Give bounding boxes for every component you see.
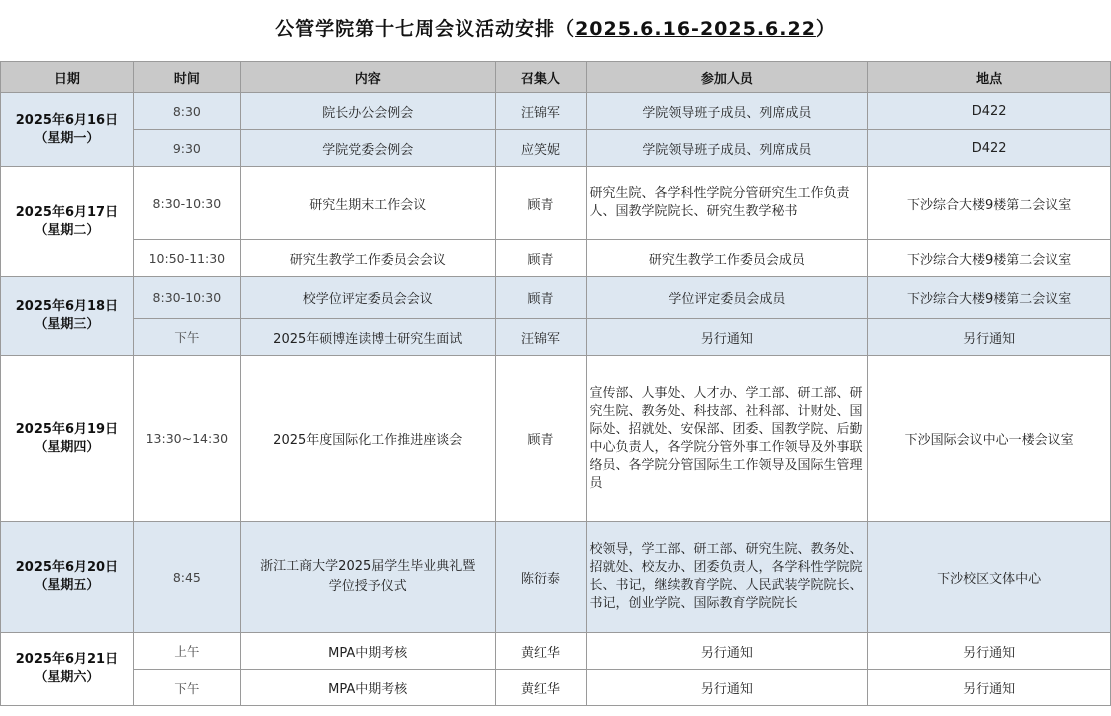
content-cell: MPA中期考核 xyxy=(240,633,495,670)
content-cell: 院长办公会例会 xyxy=(240,93,495,130)
convener-cell: 顾青 xyxy=(495,240,586,277)
attendees-cell: 另行通知 xyxy=(586,670,868,706)
convener-cell: 顾青 xyxy=(495,356,586,522)
table-row xyxy=(1,522,1111,633)
location-cell: 下沙综合大楼9楼第二会议室 xyxy=(868,167,1111,240)
table-row xyxy=(1,130,1111,167)
schedule-table xyxy=(0,61,1111,706)
content-cell: 2025年度国际化工作推进座谈会 xyxy=(240,356,495,522)
location-cell: 另行通知 xyxy=(868,319,1111,356)
date-cell xyxy=(1,167,134,277)
time-cell: 13:30~14:30 xyxy=(133,356,240,522)
date-cell xyxy=(1,633,134,706)
table-row xyxy=(1,633,1111,670)
table-row xyxy=(1,93,1111,130)
convener-cell: 汪锦军 xyxy=(495,93,586,130)
date-text: 2025年6月17日 xyxy=(15,204,119,220)
header-content: 内容 xyxy=(240,62,495,93)
table-row xyxy=(1,277,1111,319)
weekday-text: （星期一） xyxy=(34,130,100,146)
convener-cell: 黄红华 xyxy=(495,633,586,670)
table-row xyxy=(1,319,1111,356)
weekday-text: （星期二） xyxy=(34,222,100,238)
header-location: 地点 xyxy=(868,62,1111,93)
title-date-range: 2025.6.16-2025.6.22 xyxy=(575,18,816,40)
date-text: 2025年6月21日 xyxy=(15,652,119,667)
header-time: 时间 xyxy=(133,62,240,93)
time-cell: 8:30-10:30 xyxy=(133,277,240,319)
content-cell: 研究生教学工作委员会会议 xyxy=(240,240,495,277)
date-text: 2025年6月16日 xyxy=(15,112,119,128)
convener-cell: 汪锦军 xyxy=(495,319,586,356)
table-row xyxy=(1,240,1111,277)
time-cell: 9:30 xyxy=(133,130,240,167)
weekday-text: （星期三） xyxy=(34,317,100,332)
table-row xyxy=(1,356,1111,522)
date-text: 2025年6月18日 xyxy=(15,299,119,314)
attendees-cell: 学位评定委员会成员 xyxy=(586,277,868,319)
convener-cell: 顾青 xyxy=(495,277,586,319)
weekday-text: （星期六） xyxy=(34,670,100,685)
attendees-cell: 宣传部、人事处、人才办、学工部、研工部、研究生院、教务处、科技部、社科部、计财处、国际处、招就处、安保部、团委、国教学院、后勤中心负责人，各学院分管外事工作领导及外事联络员、各学院分管国际生工作领导及国际生管理员 xyxy=(586,356,868,522)
attendees-cell: 另行通知 xyxy=(586,633,868,670)
header-row xyxy=(1,62,1111,93)
page-title xyxy=(0,14,1111,41)
convener-cell: 陈衍泰 xyxy=(495,522,586,633)
time-cell: 8:45 xyxy=(133,522,240,633)
convener-cell: 应笑妮 xyxy=(495,130,586,167)
date-text: 2025年6月20日 xyxy=(15,560,119,575)
time-cell: 上午 xyxy=(133,633,240,670)
location-cell: 下沙国际会议中心一楼会议室 xyxy=(868,356,1111,522)
time-cell: 8:30-10:30 xyxy=(133,167,240,240)
attendees-cell: 另行通知 xyxy=(586,319,868,356)
location-cell: D422 xyxy=(868,93,1111,130)
header-date: 日期 xyxy=(1,62,134,93)
time-cell: 下午 xyxy=(133,319,240,356)
location-cell: D422 xyxy=(868,130,1111,167)
header-convener: 召集人 xyxy=(495,62,586,93)
date-cell xyxy=(1,356,134,522)
header-attendees: 参加人员 xyxy=(586,62,868,93)
title-main: 公管学院第十七周会议活动安排（ xyxy=(275,18,576,40)
location-cell: 另行通知 xyxy=(868,670,1111,706)
convener-cell: 顾青 xyxy=(495,167,586,240)
location-cell: 下沙综合大楼9楼第二会议室 xyxy=(868,277,1111,319)
table-row xyxy=(1,670,1111,706)
content-cell: 2025年硕博连读博士研究生面试 xyxy=(240,319,495,356)
content-cell: 校学位评定委员会会议 xyxy=(240,277,495,319)
attendees-cell: 研究生教学工作委员会成员 xyxy=(586,240,868,277)
date-text: 2025年6月19日 xyxy=(15,421,119,437)
attendees-cell: 学院领导班子成员、列席成员 xyxy=(586,130,868,167)
location-cell: 另行通知 xyxy=(868,633,1111,670)
content-cell: 浙江工商大学2025届学生毕业典礼暨学位授予仪式 xyxy=(240,522,495,633)
location-cell: 下沙校区文体中心 xyxy=(868,522,1111,633)
table-row xyxy=(1,167,1111,240)
content-cell: 学院党委会例会 xyxy=(240,130,495,167)
content-cell: 研究生期末工作会议 xyxy=(240,167,495,240)
date-cell xyxy=(1,277,134,356)
content-cell: MPA中期考核 xyxy=(240,670,495,706)
weekday-text: （星期五） xyxy=(34,578,100,593)
date-cell xyxy=(1,522,134,633)
weekday-text: （星期四） xyxy=(34,439,100,455)
time-cell: 下午 xyxy=(133,670,240,706)
location-cell: 下沙综合大楼9楼第二会议室 xyxy=(868,240,1111,277)
time-cell: 10:50-11:30 xyxy=(133,240,240,277)
attendees-cell: 研究生院、各学科性学院分管研究生工作负责人、国教学院院长、研究生教学秘书 xyxy=(586,167,868,240)
attendees-cell: 校领导，学工部、研工部、研究生院、教务处、招就处、校友办、团委负责人，各学科性学院院长、书记，继续教育学院、人民武装学院院长、书记，创业学院、国际教育学院院长 xyxy=(586,522,868,633)
convener-cell: 黄红华 xyxy=(495,670,586,706)
title-close: ） xyxy=(815,18,836,40)
date-cell xyxy=(1,93,134,167)
attendees-cell: 学院领导班子成员、列席成员 xyxy=(586,93,868,130)
time-cell: 8:30 xyxy=(133,93,240,130)
